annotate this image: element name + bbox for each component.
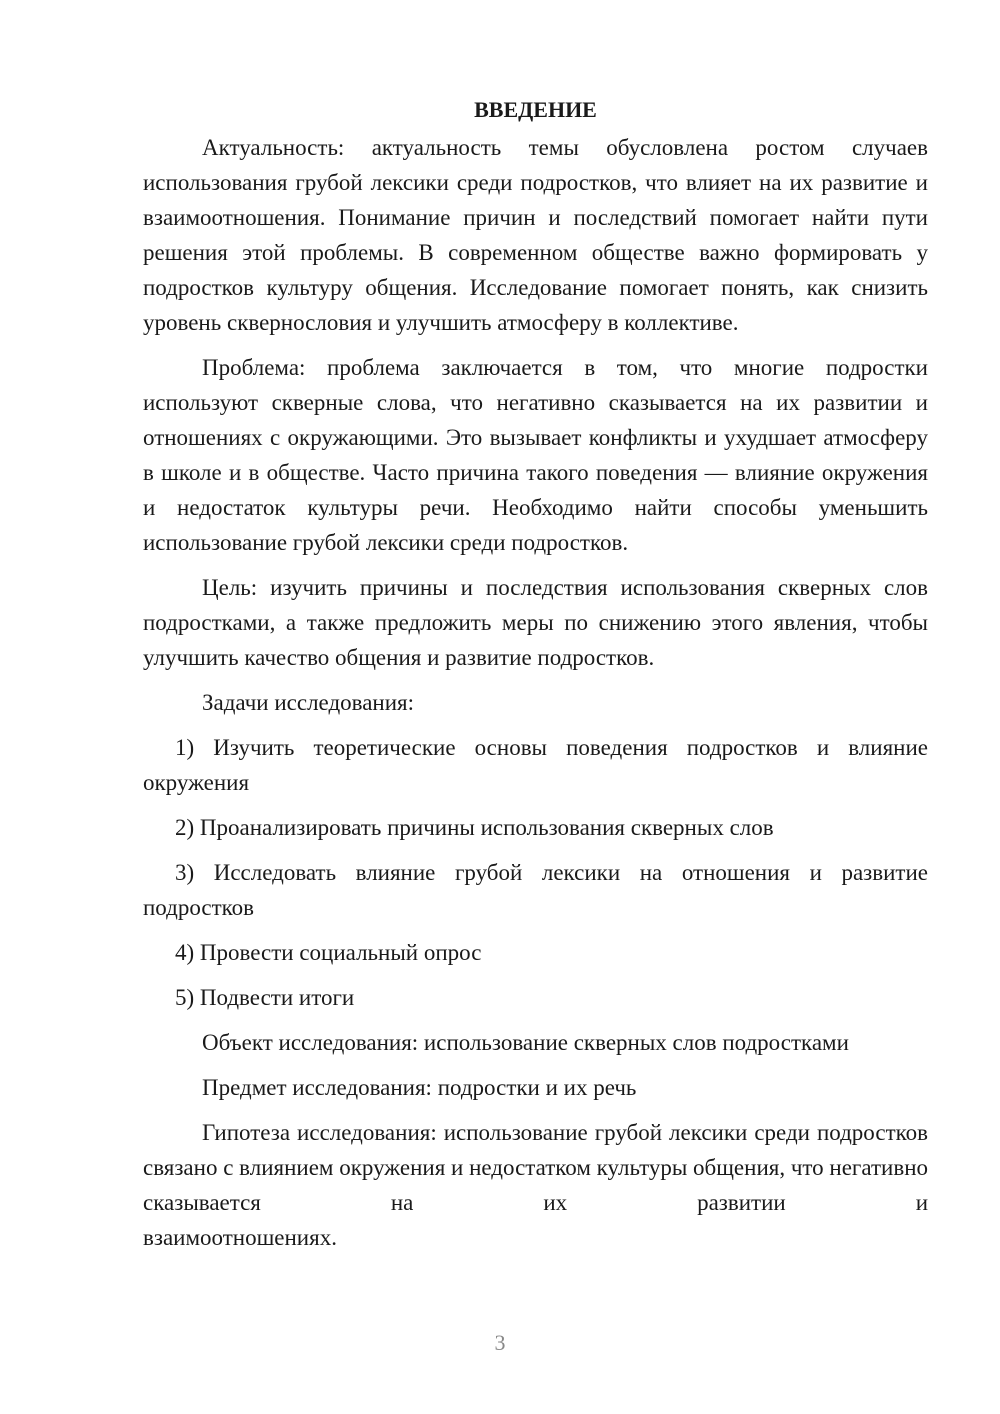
document-page (143, 92, 928, 1255)
tasks-heading: Задачи исследования: (202, 690, 415, 715)
page-number: 3 (494, 1330, 506, 1355)
goal-paragraph: Цель: изучить причины и последствия использования скверных слов подростками, а также предложить меры по снижению этого явления, чтобы улучшить качество общения и развитие подростков. (143, 575, 928, 670)
section-title: ВВЕДЕНИЕ (474, 97, 597, 122)
subject-line: Предмет исследования: подростки и их речь (202, 1075, 637, 1100)
problem-paragraph: Проблема: проблема заключается в том, что многие подростки используют скверные слова, что негативно сказывается на их развитии и отношениях с окружающими. Это вызывает конфликты и ухудшает атмосферу в школе и в обществе. Часто причина такого поведения — влияние окружения и недостаток культуры речи. Необходимо найти способы уменьшить использование грубой лексики среди подростков. (143, 355, 928, 555)
task-item-3: 3) Исследовать влияние грубой лексики на отношения и развитие подростков (143, 860, 928, 920)
object-line: Объект исследования: использование скверных слов подростками (202, 1030, 849, 1055)
task-item-2: 2) Проанализировать причины использования скверных слов (175, 815, 774, 840)
hypothesis-paragraph-end: взаимоотношениях. (143, 1225, 337, 1250)
task-item-1: 1) Изучить теоретические основы поведения подростков и влияние окружения (143, 735, 928, 795)
task-item-5: 5) Подвести итоги (175, 985, 355, 1010)
hypothesis-paragraph: Гипотеза исследования: использование грубой лексики среди подростков связано с влиянием окружения и недостатком культуры общения, что негативно сказывается на их развитии и (143, 1120, 928, 1215)
task-item-4: 4) Провести социальный опрос (175, 940, 482, 965)
relevance-paragraph: Актуальность: актуальность темы обусловлена ростом случаев использования грубой лексики среди подростков, что влияет на их развитие и взаимоотношения. Понимание причин и последствий помогает найти пути решения этой проблемы. В современном обществе важно формировать у подростков культуру общения. Исследование помогает понять, как снизить уровень сквернословия и улучшить атмосферу в коллективе. (143, 135, 928, 335)
